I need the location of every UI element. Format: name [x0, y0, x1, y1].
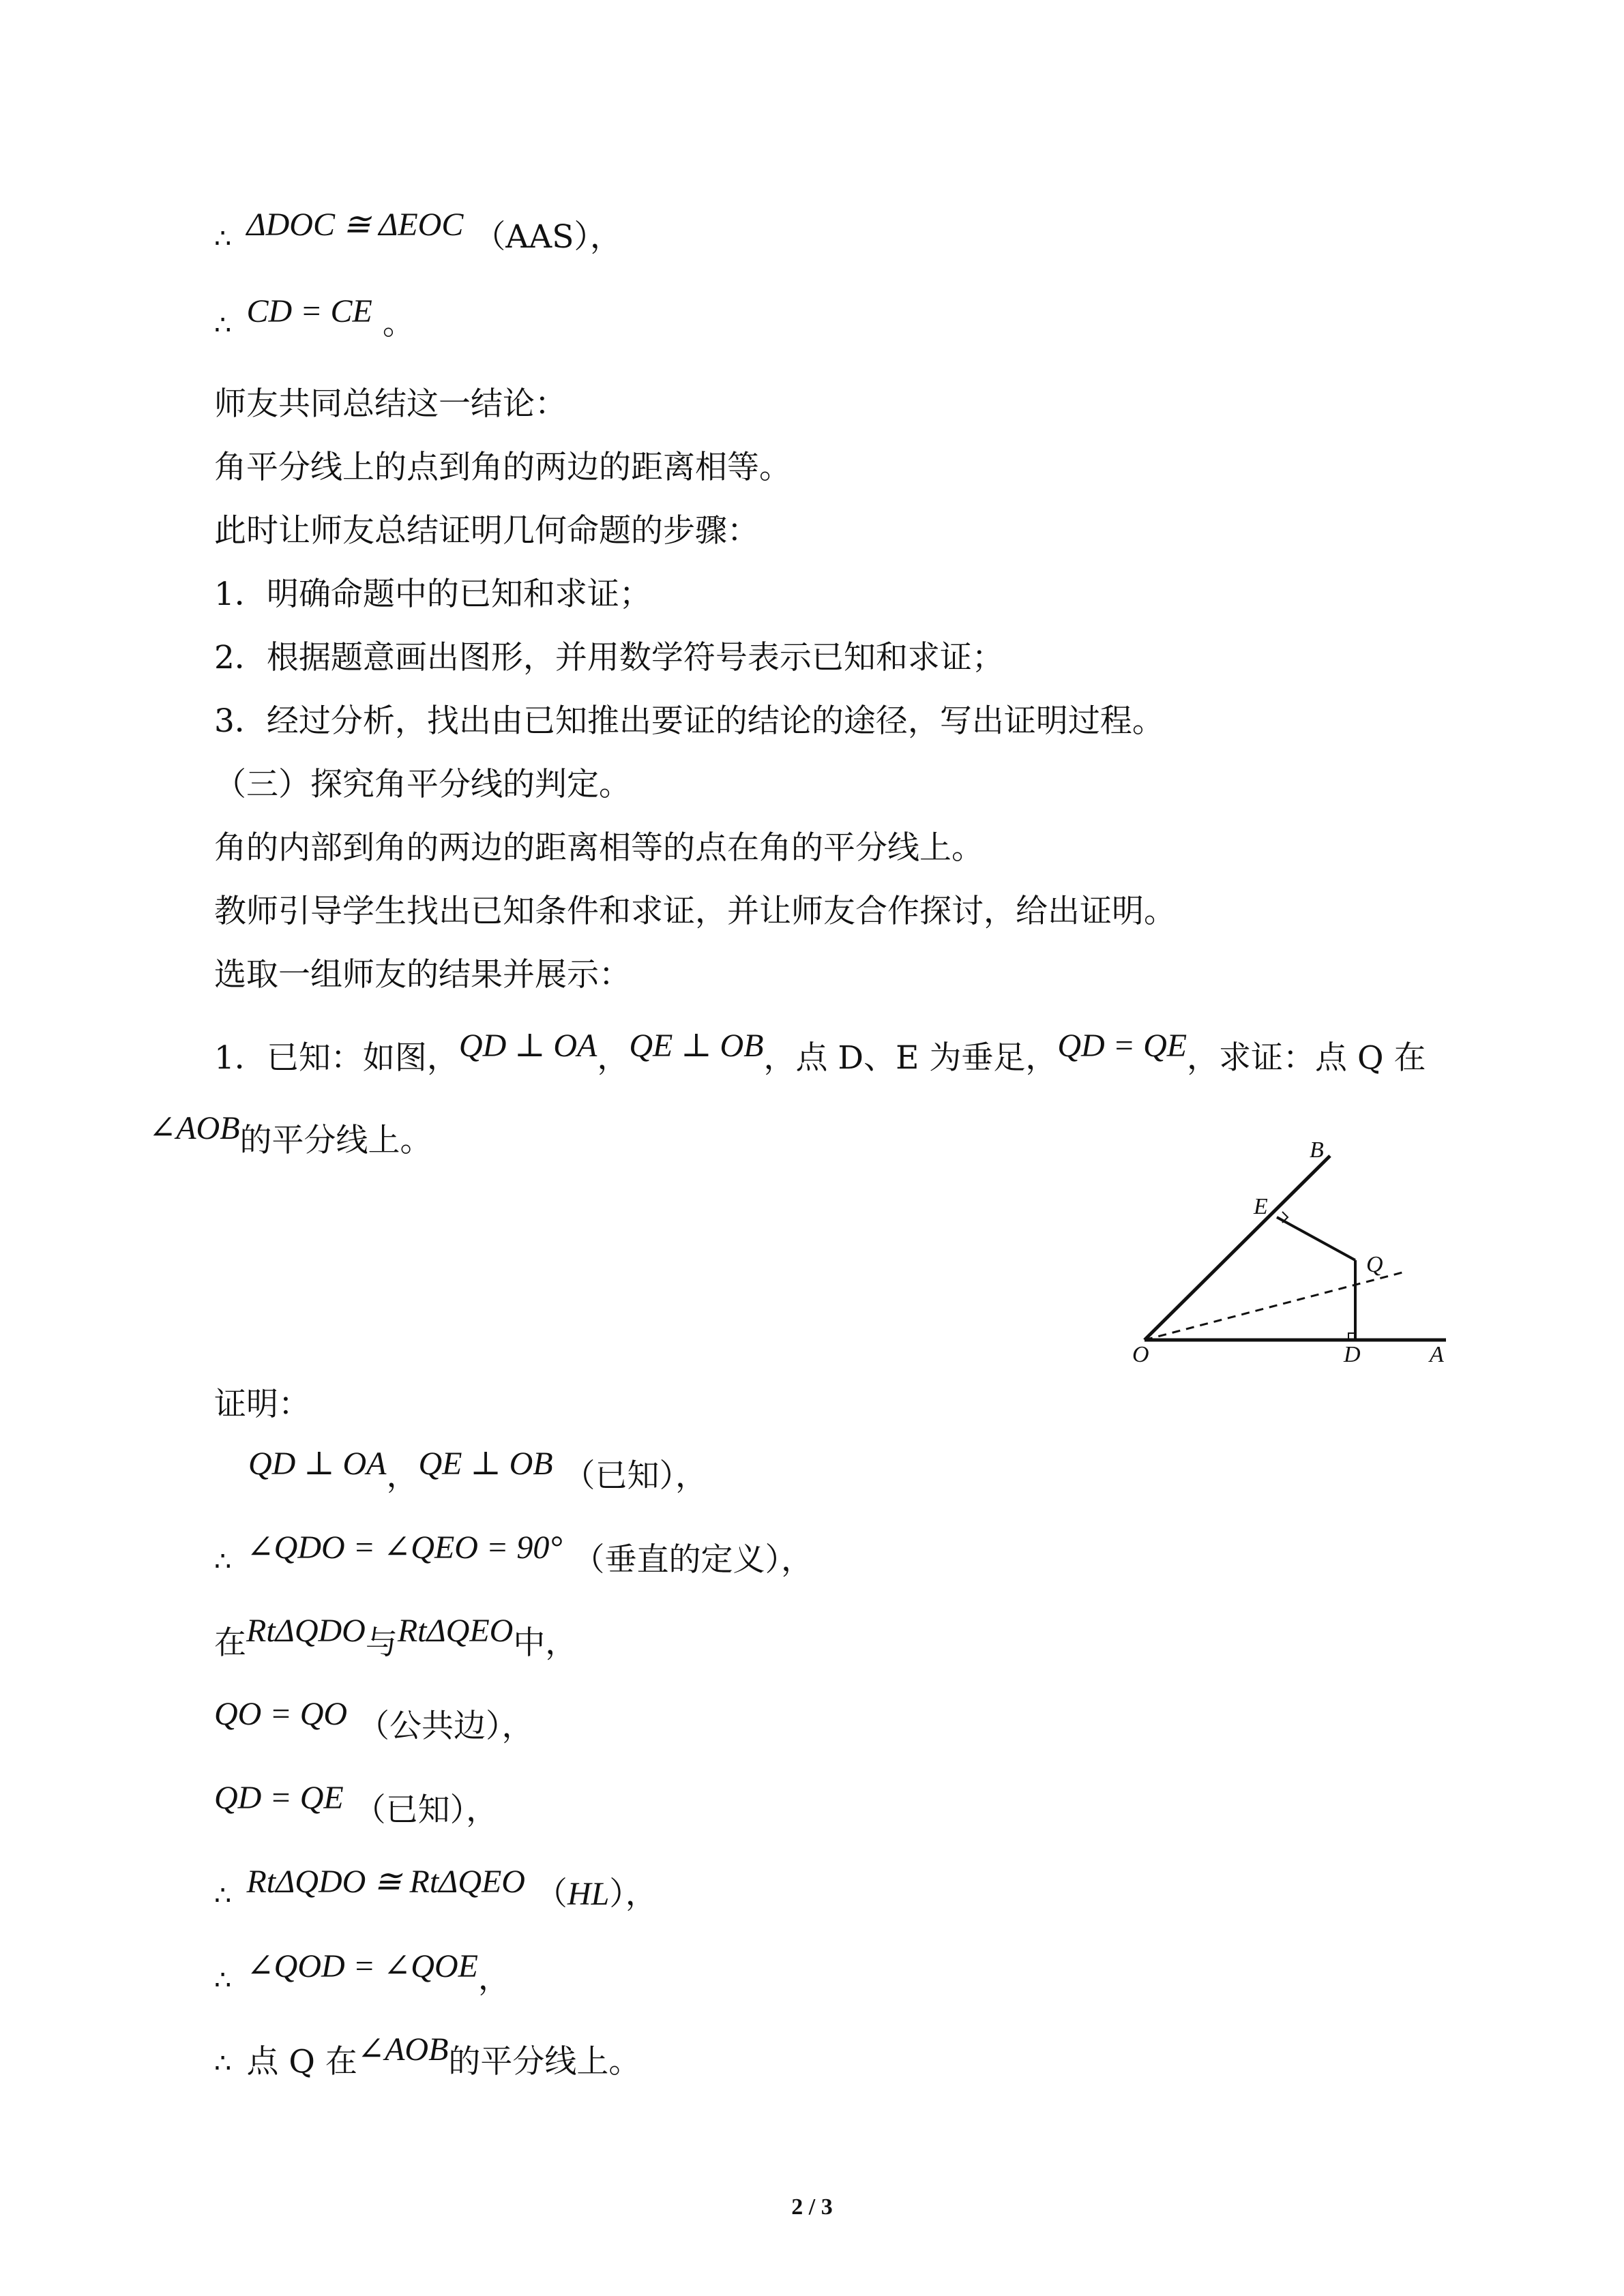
math-expression: RtΔQDO ≅ RtΔQEO — [246, 1864, 525, 1900]
math-expression: RtΔQDO — [246, 1613, 366, 1649]
proof-line — [214, 1780, 499, 1831]
label-a: A — [1430, 1342, 1444, 1367]
therefore-symbol: ∴ — [214, 310, 232, 341]
proof-line — [214, 1613, 578, 1664]
label-d: D — [1344, 1342, 1361, 1367]
therefore-symbol: ∴ — [214, 223, 232, 254]
proof-heading: 证明： — [214, 1386, 310, 1423]
math-expression: HL — [567, 1876, 610, 1912]
angle-bisector-figure — [1132, 1135, 1460, 1367]
math-expression: ∠QDO = ∠QEO = 90° — [246, 1530, 563, 1566]
punctuation: 。 — [382, 305, 415, 342]
math-expression: QD = QE — [1057, 1028, 1187, 1064]
text: 点 Q 在 — [246, 2043, 357, 2081]
paragraph: 角的内部到角的两边的距离相等的点在角的平分线上。 — [214, 829, 984, 867]
problem-statement-continued — [149, 1110, 432, 1161]
text: ， — [597, 1039, 630, 1077]
math-expression: QE ⊥ OB — [629, 1028, 764, 1064]
ray-ob — [1145, 1156, 1330, 1340]
paragraph: 教师引导学生找出已知条件和求证，并让师友合作探讨，给出证明。 — [214, 893, 1176, 930]
proof-line — [214, 1864, 658, 1916]
text: 的平分线上。 — [239, 1122, 432, 1159]
reason: （AAS）， — [473, 218, 622, 256]
math-expression: ∠AOB — [149, 1110, 240, 1146]
math-expression: RtΔQEO — [397, 1613, 514, 1649]
label-e: E — [1254, 1194, 1268, 1219]
proof-line — [214, 1948, 510, 2001]
math-expression: QD ⊥ OA — [458, 1028, 597, 1064]
text: 与 — [365, 1624, 398, 1662]
problem-statement — [214, 1028, 1426, 1079]
text: 的平分线上。 — [448, 2043, 641, 2081]
reason: （公共边）， — [357, 1708, 534, 1745]
reason-close: ）， — [609, 1875, 658, 1913]
math-expression: QD = QE — [214, 1780, 344, 1816]
math-expression: QE ⊥ OB — [418, 1446, 553, 1482]
math-expression: ∠QOD = ∠QOE — [246, 1948, 478, 1984]
text: 1．已知：如图， — [214, 1039, 459, 1077]
math-expression: QD ⊥ OA — [248, 1446, 387, 1482]
line-congruence — [214, 207, 622, 259]
line-cd-ce — [214, 293, 415, 346]
paragraph: 选取一组师友的结果并展示： — [214, 956, 631, 994]
math-expression: ∠AOB — [357, 2031, 449, 2068]
reason-open: （ — [535, 1875, 567, 1913]
reason: （已知）， — [353, 1791, 499, 1829]
list-item: 2．根据题意画出图形，并用数学符号表示已知和求证； — [214, 639, 1004, 676]
proof-line — [214, 1696, 534, 1747]
label-q: Q — [1366, 1252, 1383, 1277]
paragraph: 此时让师友总结证明几何命题的步骤： — [214, 512, 759, 550]
math-expression: QO = QO — [214, 1696, 348, 1732]
therefore-symbol: ∴ — [214, 1880, 232, 1911]
text: ， — [386, 1457, 419, 1495]
proof-line — [214, 1530, 813, 1582]
punctuation: ， — [477, 1960, 510, 1997]
text: 在 — [214, 1624, 246, 1662]
paragraph: 角平分线上的点到角的两边的距离相等。 — [214, 449, 791, 486]
section-heading: （三）探究角平分线的判定。 — [214, 766, 631, 803]
text: 中， — [513, 1624, 578, 1662]
bisector-dashed — [1145, 1272, 1405, 1340]
list-item: 3．经过分析，找出由已知推出要证的结论的途径，写出证明过程。 — [214, 702, 1164, 740]
text: ，求证：点 Q 在 — [1187, 1039, 1426, 1077]
therefore-symbol: ∴ — [214, 1965, 232, 1996]
segment-qe — [1277, 1217, 1355, 1260]
reason: （垂直的定义）， — [572, 1541, 813, 1579]
label-b: B — [1310, 1137, 1324, 1163]
proof-line — [248, 1446, 708, 1497]
reason: （已知）， — [563, 1457, 708, 1495]
math-expression: CD = CE — [246, 293, 372, 329]
proof-conclusion — [214, 2031, 641, 2084]
label-o: O — [1132, 1342, 1149, 1367]
paragraph: 师友共同总结这一结论： — [214, 385, 567, 423]
therefore-symbol: ∴ — [214, 2048, 232, 2079]
therefore-symbol: ∴ — [214, 1546, 232, 1577]
page-number: 2 / 3 — [791, 2194, 833, 2220]
text: ，点 D、E 为垂足， — [763, 1039, 1058, 1077]
list-item: 1．明确命题中的已知和求证； — [214, 576, 651, 613]
math-expression: ΔDOC ≅ ΔEOC — [246, 207, 464, 243]
